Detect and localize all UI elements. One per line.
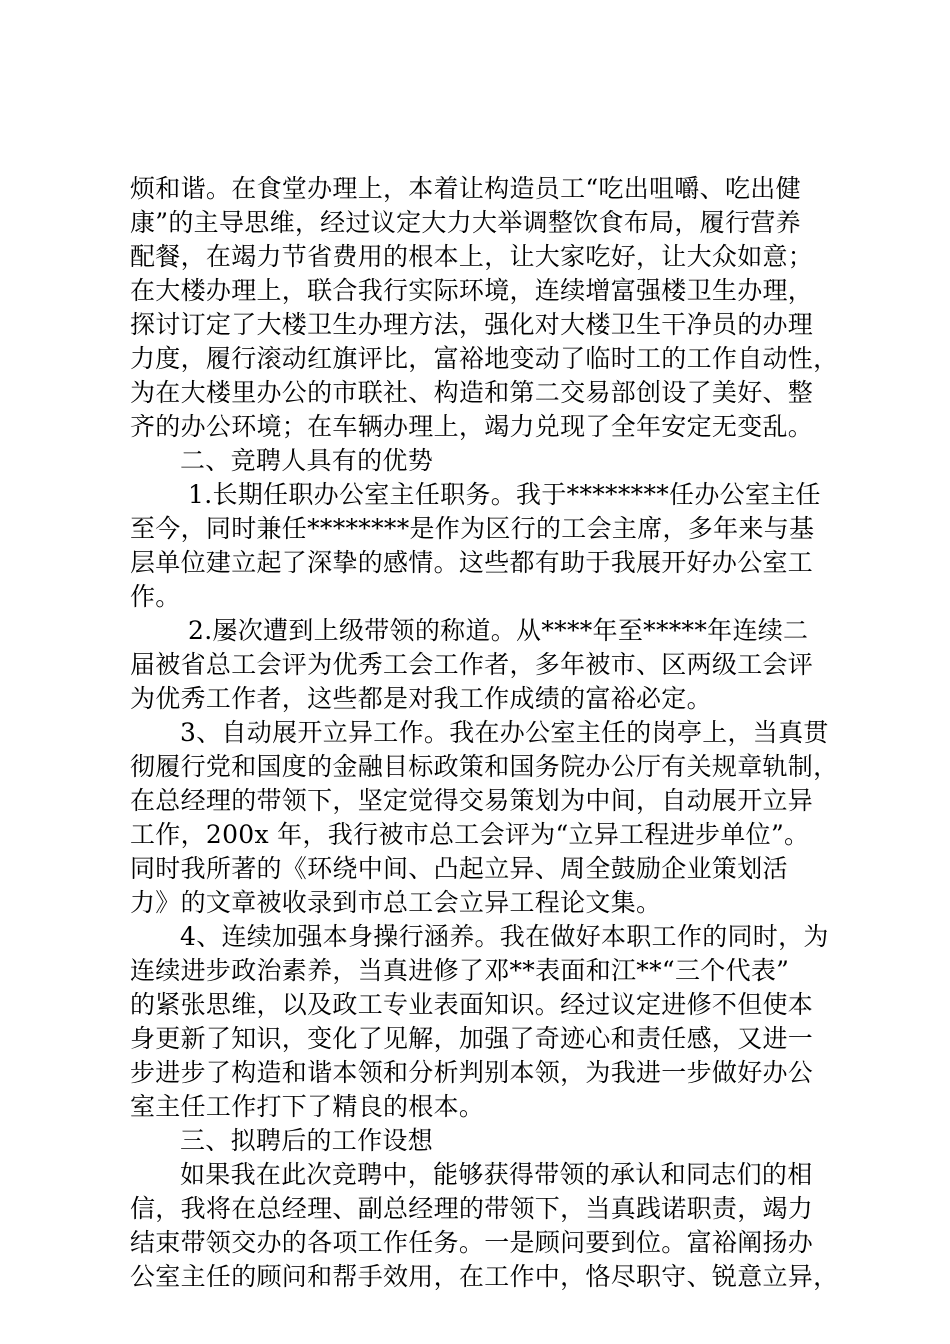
text-line: 的紧张思维，以及政工专业表面知识。经过议定进修不但使本 bbox=[130, 990, 814, 1019]
text-line: 至今，同时兼任********是作为区行的工会主席，多年来与基 bbox=[130, 514, 815, 543]
text-line: 3、自动展开立异工作。我在办公室主任的岗亭上，当真贯 bbox=[180, 718, 829, 747]
text-line: 为在大楼里办公的市联社、构造和第二交易部创设了美好、整 bbox=[130, 378, 814, 407]
text-line: 作。 bbox=[130, 582, 181, 611]
text-line: 工作，200x 年，我行被市总工会评为“立异工程进步单位”。 bbox=[130, 820, 810, 849]
text-line: 彻履行党和国度的金融目标政策和国务院办公厅有关规章轨制， bbox=[130, 752, 839, 781]
text-line: 层单位建立起了深挚的感情。这些都有助于我展开好办公室工 bbox=[130, 548, 814, 577]
text-line: 在总经理的带领下，坚定觉得交易策划为中间，自动展开立异 bbox=[130, 786, 814, 815]
text-line: 连续进步政治素养，当真进修了邓**表面和江**“三个代表” bbox=[130, 956, 790, 985]
text-line: 同时我所著的《环绕中间、凸起立异、周全鼓励企业策划活 bbox=[130, 854, 788, 883]
text-line: 室主任工作打下了精良的根本。 bbox=[130, 1092, 485, 1121]
text-line: 1.长期任职办公室主任职务。我于********任办公室主任 bbox=[188, 480, 821, 509]
text-line: 结束带领交办的各项工作任务。一是顾问要到位。富裕阐扬办 bbox=[130, 1228, 814, 1257]
text-line: 公室主任的顾问和帮手效用，在工作中，恪尽职守、锐意立异， bbox=[130, 1262, 839, 1291]
text-line: 配餐，在竭力节省费用的根本上，让大家吃好，让大众如意； bbox=[130, 242, 814, 271]
text-line: 在大楼办理上，联合我行实际环境，连续增富强楼卫生办理， bbox=[130, 276, 814, 305]
section-heading: 二、竞聘人具有的优势 bbox=[180, 446, 434, 475]
text-line: 届被省总工会评为优秀工会工作者，多年被市、区两级工会评 bbox=[130, 650, 814, 679]
text-line: 为优秀工作者，这些都是对我工作成绩的富裕必定。 bbox=[130, 684, 712, 713]
text-line: 力》的文章被收录到市总工会立异工程论文集。 bbox=[130, 888, 662, 917]
text-line: 如果我在此次竞聘中，能够获得带领的承认和同志们的相 bbox=[180, 1160, 813, 1189]
text-line: 步进步了构造和谐本领和分析判别本领，为我进一步做好办公 bbox=[130, 1058, 814, 1087]
section-heading: 三、拟聘后的工作设想 bbox=[180, 1126, 434, 1155]
text-line: 力度，履行滚动红旗评比，富裕地变动了临时工的工作自动性， bbox=[130, 344, 839, 373]
text-line: 2.屡次遭到上级带领的称道。从****年至*****年连续二 bbox=[188, 616, 809, 645]
text-line: 齐的办公环境；在车辆办理上，竭力兑现了全年安定无变乱。 bbox=[130, 412, 814, 441]
text-line: 探讨订定了大楼卫生办理方法，强化对大楼卫生干净员的办理 bbox=[130, 310, 814, 339]
text-line: 信，我将在总经理、副总经理的带领下，当真践诺职责，竭力 bbox=[130, 1194, 814, 1223]
text-line: 身更新了知识，变化了见解，加强了奇迹心和责任感，又进一 bbox=[130, 1024, 814, 1053]
text-line: 4、连续加强本身操行涵养。我在做好本职工作的同时，为 bbox=[180, 922, 829, 951]
text-line: 康”的主导思维，经过议定大力大举调整饮食布局，履行营养 bbox=[130, 208, 801, 237]
text-line: 烦和谐。在食堂办理上，本着让构造员工“吃出咀嚼、吃出健 bbox=[130, 174, 801, 203]
